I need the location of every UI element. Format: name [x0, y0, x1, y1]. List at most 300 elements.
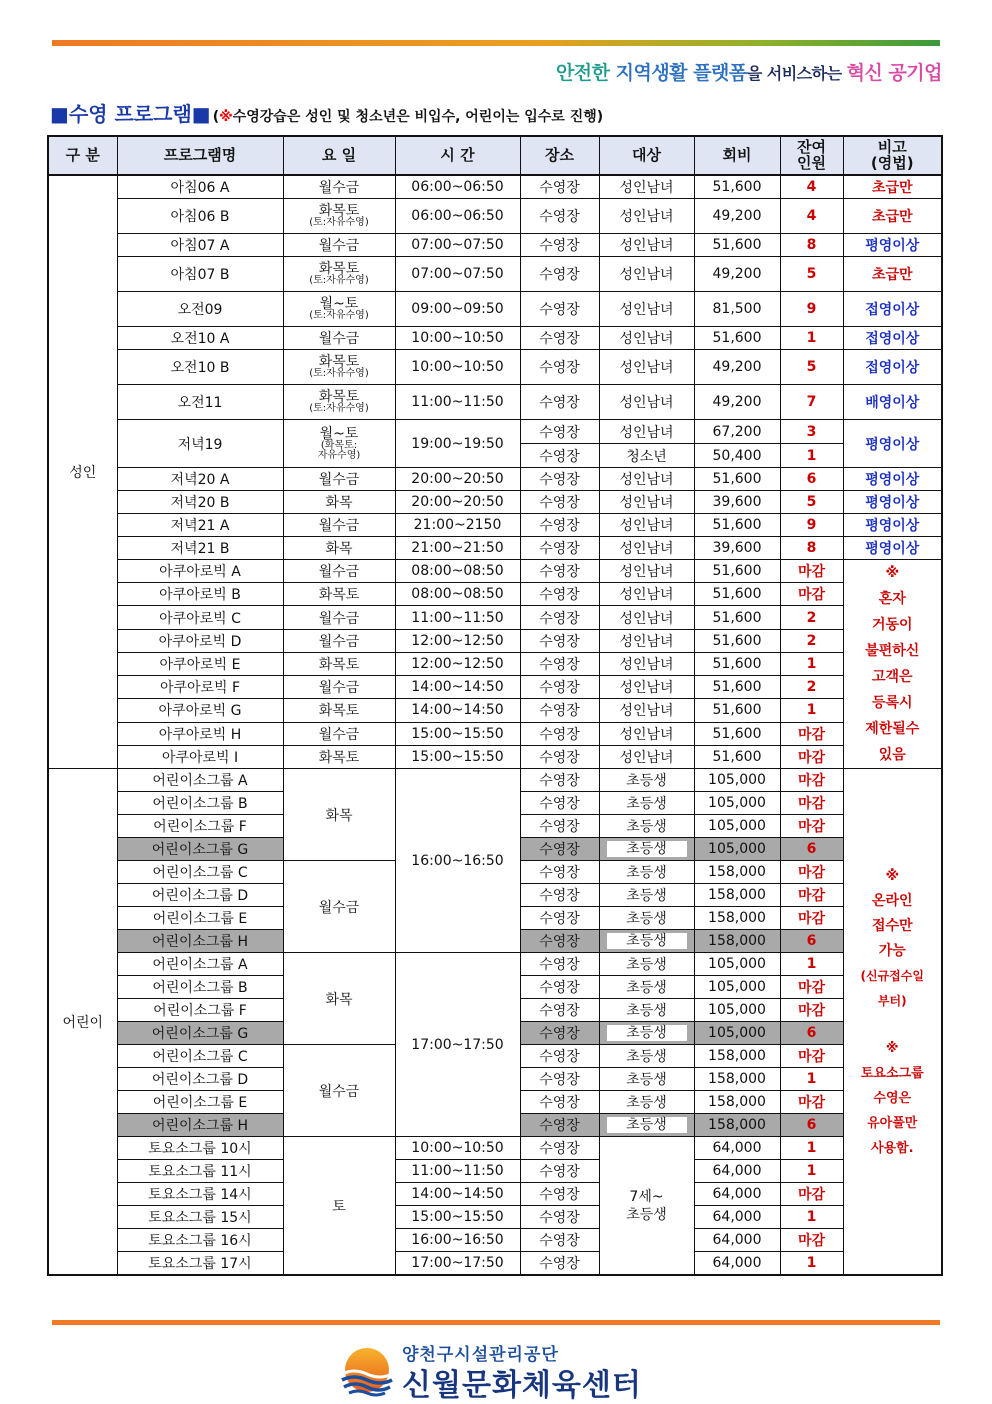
col-program: 프로그램명 [117, 136, 283, 175]
target-cell: 초등생 [599, 976, 694, 999]
days-main: 화목토 [318, 389, 360, 405]
remaining-cell: 6 [780, 930, 843, 953]
page-title [50, 98, 603, 127]
col-note [843, 136, 942, 175]
program-name: 저녁21 A [117, 514, 283, 537]
days-cell [283, 745, 395, 768]
program-name: 어린이소그룹 B [117, 976, 283, 999]
time-cell: 20:00~20:50 [395, 468, 520, 491]
fee-cell: 49,200 [694, 257, 780, 292]
time-cell: 08:00~08:50 [395, 583, 520, 606]
note-cell: 접영이상 [843, 327, 942, 350]
days-main: 월수금 [318, 238, 360, 254]
place-cell: 수영장 [520, 1068, 599, 1091]
place-cell: 수영장 [520, 385, 599, 420]
place-cell: 수영장 [520, 1045, 599, 1068]
note-cell: 평영이상 [843, 491, 942, 514]
table-row [48, 1160, 942, 1183]
place-cell: 수영장 [520, 234, 599, 257]
col-fee: 회비 [694, 136, 780, 175]
fee-cell: 51,600 [694, 583, 780, 606]
days-sub: (화목토: [320, 439, 358, 451]
fee-cell: 51,600 [694, 468, 780, 491]
note-cell: 평영이상 [843, 420, 942, 468]
table-row [48, 560, 942, 583]
days-cell: 월수금 [283, 861, 395, 953]
title-note-text: 수영강습은 성인 및 청소년은 비입수, 어린이는 입수로 진행) [232, 109, 604, 125]
remaining-cell: 8 [780, 537, 843, 560]
target-label: 초등생 [607, 1025, 687, 1041]
program-name: 오전10 B [117, 350, 283, 385]
program-name: 오전11 [117, 385, 283, 420]
fee-cell: 158,000 [694, 1091, 780, 1114]
child-note-line: 토요소그룹 [860, 1066, 924, 1081]
note-cell: 초급만 [843, 257, 942, 292]
fee-cell: 51,600 [694, 722, 780, 745]
days-sub: (토:자유수영) [309, 310, 369, 321]
time-cell: 14:00~14:50 [395, 699, 520, 722]
remaining-cell: 1 [780, 953, 843, 976]
place-cell: 수영장 [520, 491, 599, 514]
target-cell: 성인남녀 [599, 745, 694, 768]
place-cell: 수영장 [520, 1229, 599, 1252]
program-name: 어린이소그룹 G [117, 1022, 283, 1045]
fee-cell: 105,000 [694, 769, 780, 792]
fee-cell: 51,600 [694, 606, 780, 629]
target-cell: 초등생 [599, 953, 694, 976]
target-cell: 초등생 [599, 815, 694, 838]
place-cell: 수영장 [520, 907, 599, 930]
table-row [48, 491, 942, 514]
note-cell: 접영이상 [843, 350, 942, 385]
program-name: 어린이소그룹 D [117, 1068, 283, 1091]
remaining-cell: 마감 [780, 583, 843, 606]
remaining-cell: 마감 [780, 1183, 843, 1206]
remaining-cell: 마감 [780, 976, 843, 999]
remaining-cell: 6 [780, 1114, 843, 1137]
time-cell: 19:00~19:50 [395, 420, 520, 468]
target-line: 7세~ [629, 1188, 664, 1205]
target-cell: 성인남녀 [599, 468, 694, 491]
fee-cell: 158,000 [694, 1114, 780, 1137]
col-place: 장소 [520, 136, 599, 175]
program-name: 토요소그룹 14시 [117, 1183, 283, 1206]
place-cell: 수영장 [520, 1022, 599, 1045]
days-cell [283, 699, 395, 722]
fee-cell: 105,000 [694, 999, 780, 1022]
fee-cell: 158,000 [694, 861, 780, 884]
fee-cell: 49,200 [694, 385, 780, 420]
time-cell: 11:00~11:50 [395, 1160, 520, 1183]
target-cell: 초등생 [599, 884, 694, 907]
note-cell: 평영이상 [843, 234, 942, 257]
time-cell: 10:00~10:50 [395, 350, 520, 385]
remaining-cell: 2 [780, 606, 843, 629]
fee-cell: 51,600 [694, 676, 780, 699]
fee-cell: 64,000 [694, 1229, 780, 1252]
table-row [48, 1229, 942, 1252]
target-cell: 성인남녀 [599, 699, 694, 722]
target-cell: 성인남녀 [599, 234, 694, 257]
target-cell: 성인남녀 [599, 257, 694, 292]
remaining-cell: 마감 [780, 815, 843, 838]
remaining-cell: 1 [780, 1068, 843, 1091]
child-note-line: ※ [885, 868, 900, 884]
fee-cell: 105,000 [694, 838, 780, 861]
slogan-part: 지역생활 플랫폼 [615, 62, 747, 84]
program-name: 아침06 B [117, 199, 283, 234]
col-note-line: 비고 [877, 137, 907, 156]
program-name: 어린이소그룹 C [117, 1045, 283, 1068]
place-cell: 수영장 [520, 1137, 599, 1160]
days-cell [283, 420, 395, 468]
target-cell: 초등생 [599, 907, 694, 930]
child-note-line: 접수만 [871, 918, 913, 934]
fee-cell: 51,600 [694, 652, 780, 675]
place-cell: 수영장 [520, 560, 599, 583]
remaining-cell: 마감 [780, 722, 843, 745]
remaining-cell: 2 [780, 629, 843, 652]
days-cell [283, 606, 395, 629]
target-cell: 성인남녀 [599, 199, 694, 234]
table-row [48, 699, 942, 722]
place-cell: 수영장 [520, 838, 599, 861]
program-name: 어린이소그룹 F [117, 999, 283, 1022]
days-cell [283, 491, 395, 514]
time-cell: 12:00~12:50 [395, 652, 520, 675]
note-spacer [844, 1014, 942, 1036]
program-name: 저녁20 B [117, 491, 283, 514]
remaining-cell: 3 [780, 420, 843, 444]
time-cell: 16:00~16:50 [395, 1229, 520, 1252]
fee-cell: 64,000 [694, 1252, 780, 1276]
fee-cell: 51,600 [694, 514, 780, 537]
program-name: 어린이소그룹 C [117, 861, 283, 884]
remaining-cell: 마감 [780, 999, 843, 1022]
target-cell: 성인남녀 [599, 560, 694, 583]
target-cell: 성인남녀 [599, 385, 694, 420]
program-name: 아쿠아로빅 D [117, 629, 283, 652]
target-cell: 초등생 [599, 1091, 694, 1114]
target-cell: 성인남녀 [599, 676, 694, 699]
time-cell: 21:00~21:50 [395, 537, 520, 560]
target-cell: 초등생 [599, 1045, 694, 1068]
days-main: 화목토 [318, 261, 360, 277]
remaining-cell: 6 [780, 838, 843, 861]
program-name: 어린이소그룹 E [117, 1091, 283, 1114]
aqua-note-line: 고객은 [871, 669, 913, 685]
days-main: 월수금 [318, 472, 360, 488]
fee-cell: 105,000 [694, 976, 780, 999]
note-cell: 접영이상 [843, 292, 942, 327]
table-row [48, 1137, 942, 1160]
remaining-cell: 1 [780, 1137, 843, 1160]
title-note [213, 109, 603, 125]
col-time: 시 간 [395, 136, 520, 175]
place-cell: 수영장 [520, 815, 599, 838]
target-cell: 성인남녀 [599, 722, 694, 745]
place-cell: 수영장 [520, 514, 599, 537]
days-sub: (토:자유수영) [309, 368, 369, 379]
aqua-note-line: 거동이 [871, 617, 913, 633]
fee-cell: 81,500 [694, 292, 780, 327]
title-note-open: ( [212, 109, 220, 125]
days-cell [283, 722, 395, 745]
program-name: 어린이소그룹 E [117, 907, 283, 930]
place-cell: 수영장 [520, 1252, 599, 1276]
table-row [48, 385, 942, 420]
square-bullet-icon: ■ [191, 102, 211, 126]
remaining-cell: 8 [780, 234, 843, 257]
fee-cell: 158,000 [694, 1068, 780, 1091]
remaining-cell: 1 [780, 1252, 843, 1276]
table-row [48, 722, 942, 745]
child-note-line: 수영은 [873, 1091, 912, 1106]
days-main: 화목 [325, 495, 353, 511]
target-cell: 성인남녀 [599, 420, 694, 444]
remaining-cell: 5 [780, 491, 843, 514]
remaining-cell: 1 [780, 327, 843, 350]
remaining-cell: 마감 [780, 861, 843, 884]
time-cell: 09:00~09:50 [395, 292, 520, 327]
category-adult: 성인 [48, 175, 117, 769]
target-cell [599, 1022, 694, 1045]
place-cell: 수영장 [520, 468, 599, 491]
center-name: 신월문화체육센터 [402, 1368, 642, 1403]
table-row [48, 420, 942, 444]
note-cell: 초급만 [843, 199, 942, 234]
days-cell [283, 560, 395, 583]
program-name: 저녁21 B [117, 537, 283, 560]
target-cell: 성인남녀 [599, 583, 694, 606]
days-cell: 화목 [283, 953, 395, 1045]
table-row [48, 583, 942, 606]
place-cell: 수영장 [520, 930, 599, 953]
remaining-cell: 마감 [780, 907, 843, 930]
child-note [843, 769, 942, 1276]
place-cell: 수영장 [520, 199, 599, 234]
time-cell: 11:00~11:50 [395, 606, 520, 629]
days-cell [283, 385, 395, 420]
note-cell: 평영이상 [843, 468, 942, 491]
place-cell: 수영장 [520, 606, 599, 629]
fee-cell: 39,600 [694, 491, 780, 514]
time-cell: 21:00~2150 [395, 514, 520, 537]
days-main: 월~토 [319, 425, 359, 442]
reference-mark-icon: ※ [219, 109, 233, 125]
fee-cell: 158,000 [694, 907, 780, 930]
place-cell: 수영장 [520, 292, 599, 327]
program-name: 토요소그룹 11시 [117, 1160, 283, 1183]
target-cell [599, 1114, 694, 1137]
slogan [556, 58, 942, 85]
target-cell: 성인남녀 [599, 292, 694, 327]
days-main: 화목토 [318, 354, 360, 370]
remaining-cell: 6 [780, 1022, 843, 1045]
program-name: 토요소그룹 17시 [117, 1252, 283, 1276]
aqua-note-line: 제한될수 [865, 721, 920, 737]
days-main: 화목토 [318, 203, 360, 219]
time-cell: 20:00~20:50 [395, 491, 520, 514]
days-sub: 자유수영) [317, 449, 361, 461]
table-row [48, 468, 942, 491]
target-cell: 초등생 [599, 769, 694, 792]
program-name: 아쿠아로빅 A [117, 560, 283, 583]
days-sub: (토:자유수영) [309, 403, 369, 414]
days-main: 월수금 [318, 331, 360, 347]
remaining-cell: 마감 [780, 1091, 843, 1114]
days-main: 월수금 [318, 633, 360, 650]
table-row [48, 537, 942, 560]
time-cell: 06:00~06:50 [395, 175, 520, 199]
table-row [48, 234, 942, 257]
page-title-text: 수영 프로그램 [68, 102, 192, 126]
remaining-cell: 1 [780, 1160, 843, 1183]
child-note-line: 유아풀만 [867, 1116, 918, 1131]
place-cell: 수영장 [520, 1206, 599, 1229]
place-cell: 수영장 [520, 953, 599, 976]
days-main: 화목토 [318, 703, 360, 720]
target-cell [599, 930, 694, 953]
place-cell: 수영장 [520, 629, 599, 652]
table-row [48, 1183, 942, 1206]
target-cell [599, 1137, 694, 1276]
table-row [48, 606, 942, 629]
col-remaining-line: 인원 [797, 153, 826, 172]
remaining-cell: 마감 [780, 884, 843, 907]
fee-cell: 51,600 [694, 175, 780, 199]
remaining-cell: 1 [780, 699, 843, 722]
place-cell: 수영장 [520, 420, 599, 444]
days-cell: 월수금 [283, 1045, 395, 1137]
bottom-accent-bar [52, 1320, 940, 1325]
place-cell: 수영장 [520, 1091, 599, 1114]
fee-cell: 64,000 [694, 1137, 780, 1160]
program-name: 오전10 A [117, 327, 283, 350]
col-note-line: (영법) [870, 153, 914, 172]
fee-cell: 64,000 [694, 1160, 780, 1183]
days-cell [283, 583, 395, 606]
schedule-body [48, 175, 942, 1275]
place-cell: 수영장 [520, 999, 599, 1022]
remaining-cell: 마감 [780, 745, 843, 768]
child-note-line: 사용함. [870, 1141, 914, 1156]
target-cell: 성인남녀 [599, 629, 694, 652]
days-cell [283, 199, 395, 234]
program-name: 토요소그룹 16시 [117, 1229, 283, 1252]
remaining-cell: 9 [780, 514, 843, 537]
days-main: 화목토 [318, 656, 360, 673]
remaining-cell: 5 [780, 257, 843, 292]
time-cell: 15:00~15:50 [395, 745, 520, 768]
days-cell [283, 257, 395, 292]
slogan-part: 을 서비스하는 [746, 64, 847, 83]
target-line: 초등생 [626, 1206, 667, 1223]
remaining-cell: 4 [780, 175, 843, 199]
note-cell: 초급만 [843, 175, 942, 199]
program-name: 저녁20 A [117, 468, 283, 491]
fee-cell: 158,000 [694, 884, 780, 907]
days-cell [283, 537, 395, 560]
fee-cell: 51,600 [694, 327, 780, 350]
time-cell: 15:00~15:50 [395, 722, 520, 745]
target-cell: 성인남녀 [599, 514, 694, 537]
days-main: 월수금 [318, 610, 360, 627]
table-row [48, 514, 942, 537]
program-name: 오전09 [117, 292, 283, 327]
fee-cell: 105,000 [694, 792, 780, 815]
days-main: 월수금 [318, 180, 360, 196]
program-name: 아쿠아로빅 C [117, 606, 283, 629]
remaining-cell: 1 [780, 652, 843, 675]
table-row [48, 350, 942, 385]
fee-cell: 67,200 [694, 420, 780, 444]
program-name: 어린이소그룹 H [117, 930, 283, 953]
days-sub: (토:자유수영) [309, 275, 369, 286]
table-header-row [48, 136, 942, 175]
place-cell: 수영장 [520, 676, 599, 699]
program-name: 토요소그룹 10시 [117, 1137, 283, 1160]
aqua-note-line: 혼자 [878, 591, 906, 607]
fee-cell: 51,600 [694, 560, 780, 583]
fee-cell: 51,600 [694, 234, 780, 257]
days-sub: (토:자유수영) [309, 217, 369, 228]
table-row [48, 327, 942, 350]
table-row [48, 175, 942, 199]
place-cell: 수영장 [520, 257, 599, 292]
time-cell: 10:00~10:50 [395, 1137, 520, 1160]
days-main: 화목 [325, 541, 353, 557]
sun-wave-logo-icon [340, 1344, 394, 1398]
table-row [48, 1252, 942, 1276]
days-cell [283, 652, 395, 675]
program-name: 어린이소그룹 D [117, 884, 283, 907]
remaining-cell: 6 [780, 468, 843, 491]
place-cell: 수영장 [520, 1114, 599, 1137]
table-row [48, 769, 942, 792]
col-remaining [780, 136, 843, 175]
child-note-line: 온라인 [871, 893, 913, 909]
place-cell: 수영장 [520, 1183, 599, 1206]
place-cell: 수영장 [520, 175, 599, 199]
program-name: 아침07 B [117, 257, 283, 292]
days-cell: 화목 [283, 769, 395, 861]
days-main: 화목토 [318, 749, 360, 766]
days-cell [283, 676, 395, 699]
target-cell: 초등생 [599, 792, 694, 815]
target-cell: 성인남녀 [599, 537, 694, 560]
program-name: 아침07 A [117, 234, 283, 257]
table-row [48, 199, 942, 234]
table-row [48, 745, 942, 768]
target-cell: 성인남녀 [599, 175, 694, 199]
target-cell: 초등생 [599, 1068, 694, 1091]
time-cell: 14:00~14:50 [395, 1183, 520, 1206]
table-row [48, 953, 942, 976]
remaining-cell: 1 [780, 1206, 843, 1229]
place-cell: 수영장 [520, 1160, 599, 1183]
program-name: 저녁19 [117, 420, 283, 468]
time-cell: 08:00~08:50 [395, 560, 520, 583]
square-bullet-icon: ■ [50, 102, 69, 126]
days-cell: 토 [283, 1137, 395, 1276]
remaining-cell: 2 [780, 676, 843, 699]
fee-cell: 64,000 [694, 1206, 780, 1229]
fee-cell: 51,600 [694, 629, 780, 652]
time-cell: 17:00~17:50 [395, 953, 520, 1137]
program-name: 어린이소그룹 G [117, 838, 283, 861]
fee-cell: 39,600 [694, 537, 780, 560]
